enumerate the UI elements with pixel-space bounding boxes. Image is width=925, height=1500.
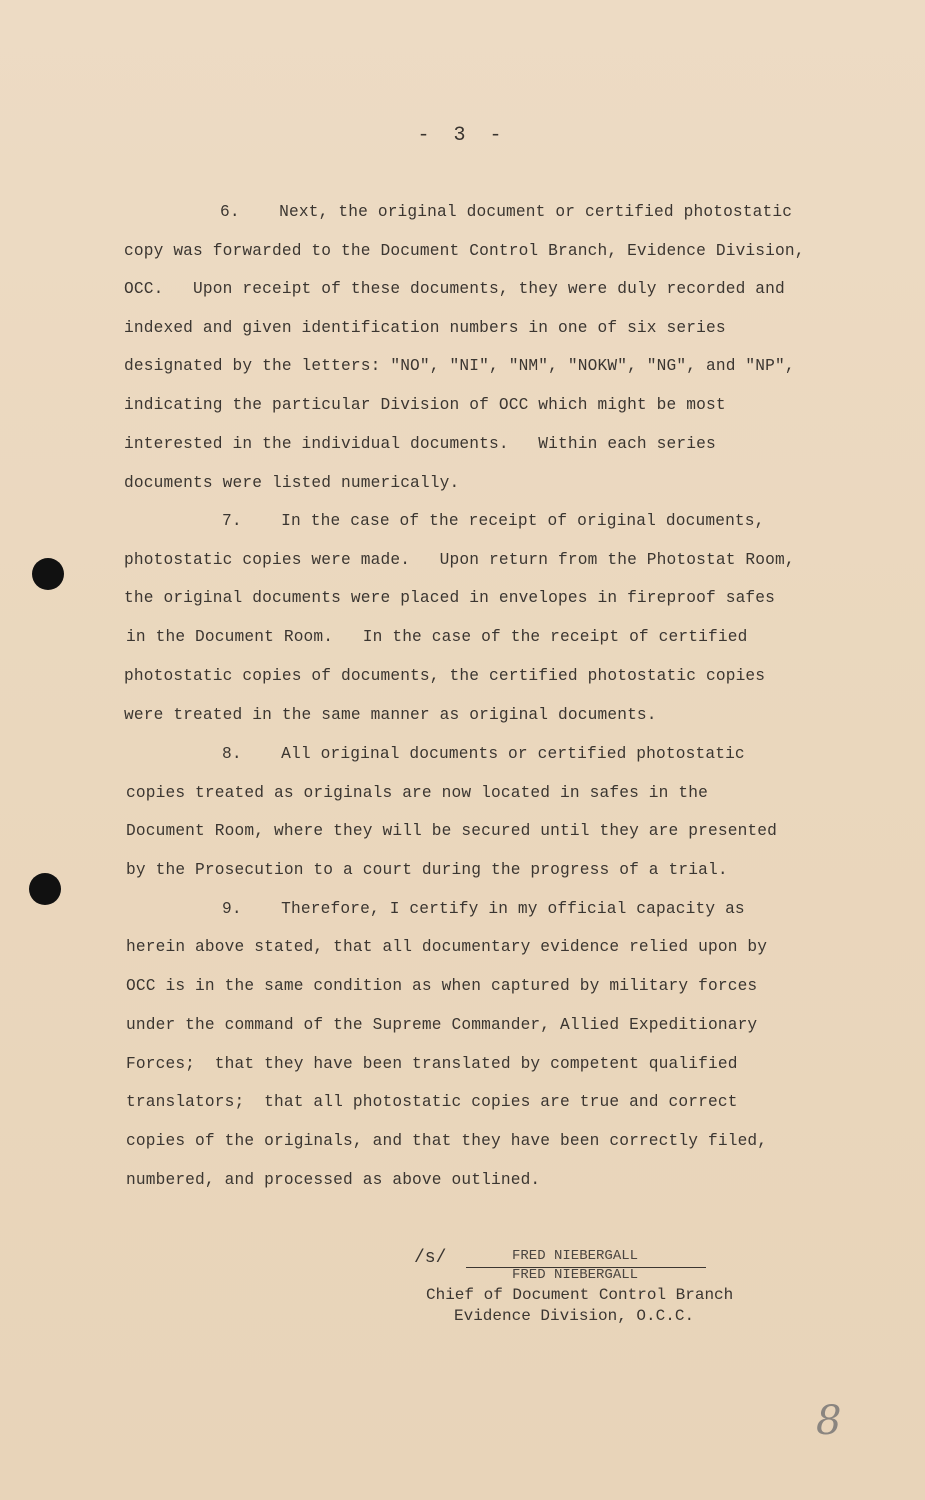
signature-title-1: Chief of Document Control Branch [426,1286,734,1304]
paragraph-line: translators; that all photostatic copies are true and correct [126,1093,738,1111]
paragraph-line: indexed and given identification numbers in one of six series [124,319,726,337]
paragraph-line: Forces; that they have been translated by competent qualified [126,1055,738,1073]
paragraph-line: copies treated as originals are now located in safes in the [126,784,708,802]
paragraph-line: the original documents were placed in envelopes in fireproof safes [124,589,776,607]
paragraph-line: copy was forwarded to the Document Control Branch, Evidence Division, [124,242,805,260]
paragraph-line: Document Room, where they will be secured until they are presented [126,822,778,840]
punch-hole-bottom [29,873,61,905]
typed-name: FRED NIEBERGALL [512,1267,639,1283]
paragraph-line: copies of the originals, and that they have been correctly filed, [126,1132,768,1150]
punch-hole-top [32,558,64,590]
signed-name: FRED NIEBERGALL [512,1248,639,1264]
paragraph-line: in the Document Room. In the case of the receipt of certified [126,628,748,646]
paragraph-line: photostatic copies of documents, the certified photostatic copies [124,667,766,685]
paragraph-line: 8. All original documents or certified photostatic [222,745,745,763]
paragraph-line: indicating the particular Division of OCC which might be most [124,396,726,414]
paragraph-line: under the command of the Supreme Commander, Allied Expeditionary [126,1016,758,1034]
paragraph-line: OCC is in the same condition as when captured by military forces [126,977,758,995]
paragraph-line: 9. Therefore, I certify in my official capacity as [222,900,745,918]
paragraph-line: interested in the individual documents. Within each series [124,435,716,453]
paragraph-line: by the Prosecution to a court during the progress of a trial. [126,861,728,879]
signature-title-2: Evidence Division, O.C.C. [454,1307,695,1325]
corner-annotation: 8 [816,1398,842,1444]
page-number: - 3 - [417,124,508,147]
paragraph-line: documents were listed numerically. [124,474,460,492]
signature-prefix: /s/ [414,1248,447,1268]
paragraph-line: were treated in the same manner as original documents. [124,706,657,724]
paragraph-line: designated by the letters: "NO", "NI", "NM", "NOKW", "NG", and "NP", [124,357,795,375]
paragraph-line: herein above stated, that all documentary evidence relied upon by [126,938,768,956]
paragraph-line: numbered, and processed as above outlined. [126,1171,541,1189]
paragraph-line: 7. In the case of the receipt of original documents, [222,512,765,530]
paragraph-line: photostatic copies were made. Upon return from the Photostat Room, [124,551,795,569]
paragraph-line: OCC. Upon receipt of these documents, they were duly recorded and [124,280,785,298]
paragraph-line: 6. Next, the original document or certified photostatic [220,203,793,221]
